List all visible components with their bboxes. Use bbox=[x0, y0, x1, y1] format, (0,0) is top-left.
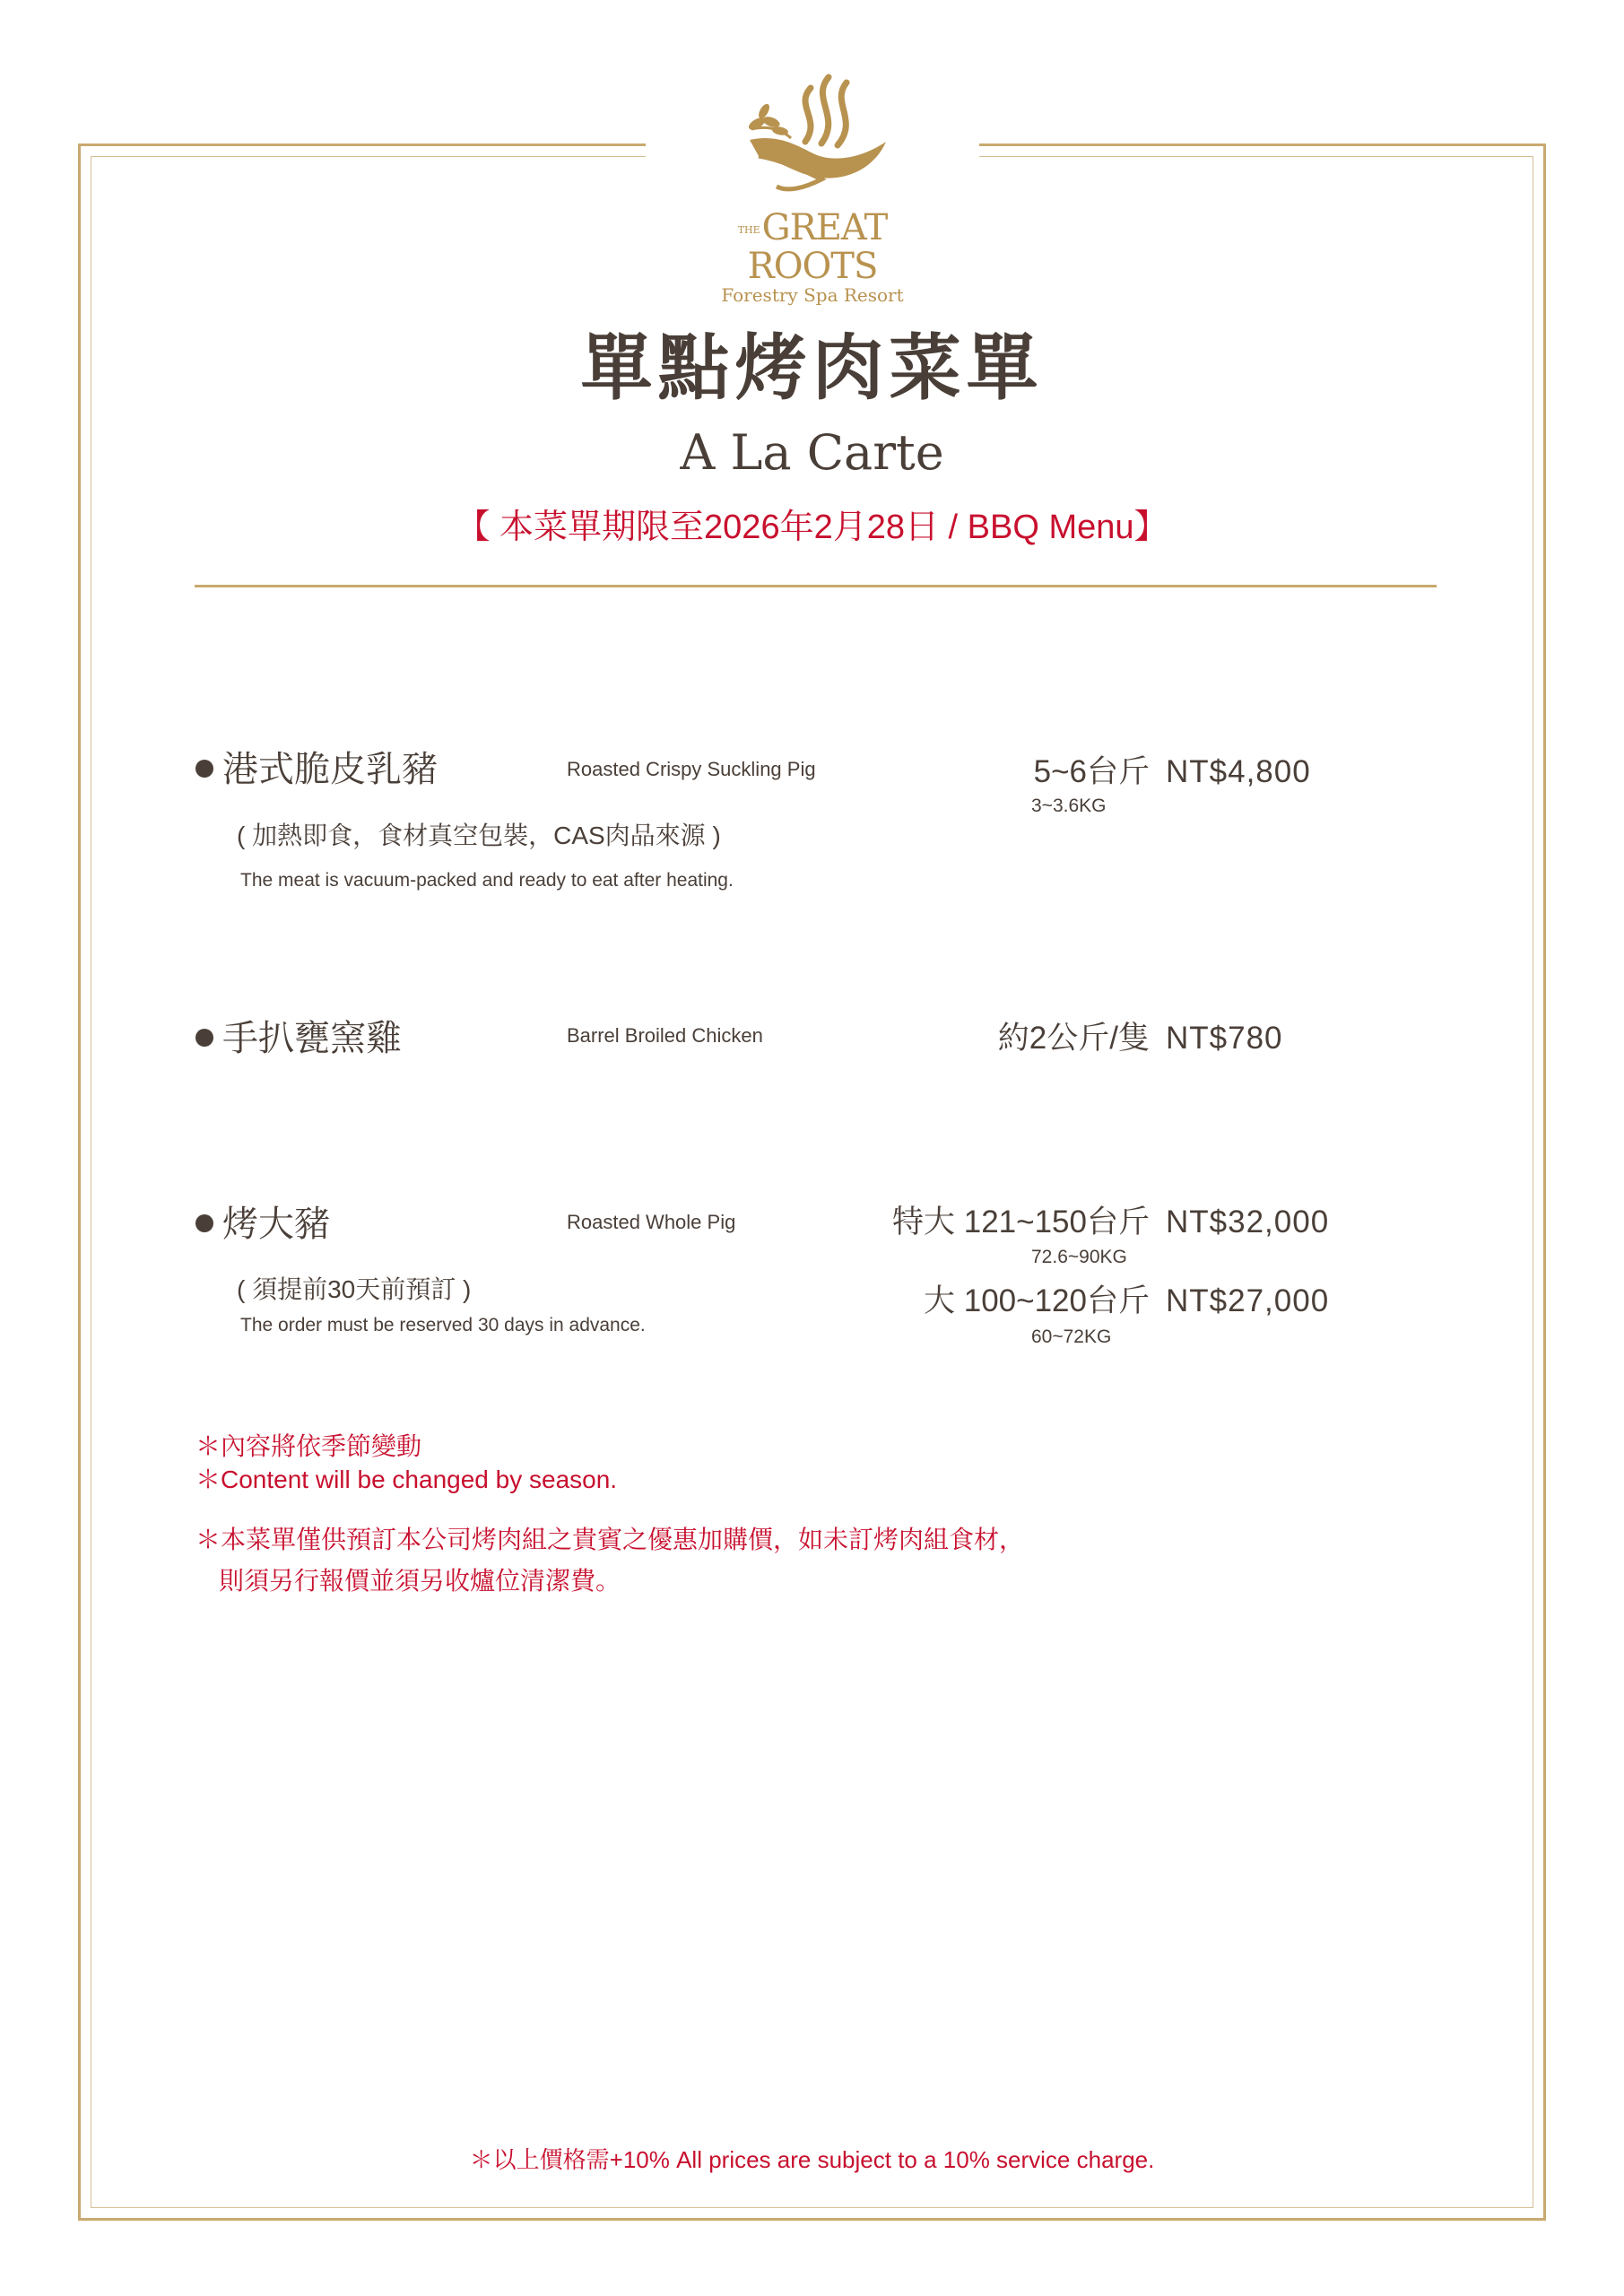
bullet-icon bbox=[195, 1214, 213, 1232]
service-charge-note: ＊以上價格需+10% All prices are subject to a 10% service charge. bbox=[469, 2146, 1155, 2173]
brand-logo bbox=[690, 70, 934, 306]
menu-item-name-en: Roasted Crispy Suckling Pig bbox=[567, 758, 816, 780]
remark-season-en: ＊Content will be changed by season. bbox=[195, 1465, 618, 1493]
option-quantity: 5~6台斤 bbox=[1033, 754, 1150, 789]
menu-item-note-en: The meat is vacuum-packed and ready to eat after heating. bbox=[240, 870, 734, 891]
menu-item-name-zh: 港式脆皮乳豬 bbox=[195, 747, 438, 792]
dove-with-leaves-icon bbox=[732, 70, 893, 204]
option-quantity: 約2公斤/隻 bbox=[997, 1021, 1150, 1056]
option-weight: 3~3.6KG bbox=[1031, 796, 1107, 816]
menu-item-name-zh: 烤大豬 bbox=[195, 1202, 330, 1247]
brand-subtitle: Forestry Spa Resort bbox=[721, 284, 904, 306]
brand-the-label: THE bbox=[737, 224, 760, 236]
option-price: NT$27,000 bbox=[1166, 1283, 1330, 1318]
menu-item-note-en: The order must be reserved 30 days in advance. bbox=[240, 1315, 646, 1335]
option-quantity: 大 100~120台斤 bbox=[924, 1283, 1150, 1318]
menu-item-name-en: Barrel Broiled Chicken bbox=[567, 1024, 763, 1047]
option-price: NT$32,000 bbox=[1166, 1205, 1330, 1239]
header-divider bbox=[195, 585, 1437, 587]
option-price: NT$4,800 bbox=[1166, 754, 1311, 789]
menu-item-note-zh: ( 加熱即食，食材真空包裝，CAS肉品來源 ) bbox=[237, 822, 721, 849]
option-quantity: 特大 121~150台斤 bbox=[892, 1205, 1150, 1239]
option-weight: 60~72KG bbox=[1031, 1326, 1112, 1347]
brand-name bbox=[690, 207, 934, 287]
page-title-en: A La Carte bbox=[680, 424, 944, 481]
menu-item-name-en: Roasted Whole Pig bbox=[567, 1211, 736, 1233]
remark-season-zh: ＊內容將依季節變動 bbox=[195, 1432, 422, 1460]
menu-item-name-zh: 手扒甕窯雞 bbox=[195, 1016, 402, 1061]
menu-validity-notice: 【 本菜單期限至2026年2月28日 / BBQ Menu】 bbox=[456, 509, 1168, 546]
brand-name-text: GREAT ROOTS bbox=[747, 207, 888, 287]
remark-policy-line2: 則須另行報價並須另收爐位清潔費。 bbox=[219, 1567, 621, 1595]
option-price: NT$780 bbox=[1166, 1021, 1283, 1056]
page-title-zh: 單點烤肉菜單 bbox=[580, 326, 1044, 410]
remark-policy-line1: ＊本菜單僅供預訂本公司烤肉組之貴賓之優惠加購價，如未訂烤肉組食材， bbox=[195, 1526, 1025, 1553]
menu-item-note-zh: ( 須提前30天前預訂 ) bbox=[237, 1275, 472, 1303]
bullet-icon bbox=[195, 1029, 213, 1047]
option-weight: 72.6~90KG bbox=[1031, 1247, 1127, 1267]
bullet-icon bbox=[195, 760, 213, 778]
